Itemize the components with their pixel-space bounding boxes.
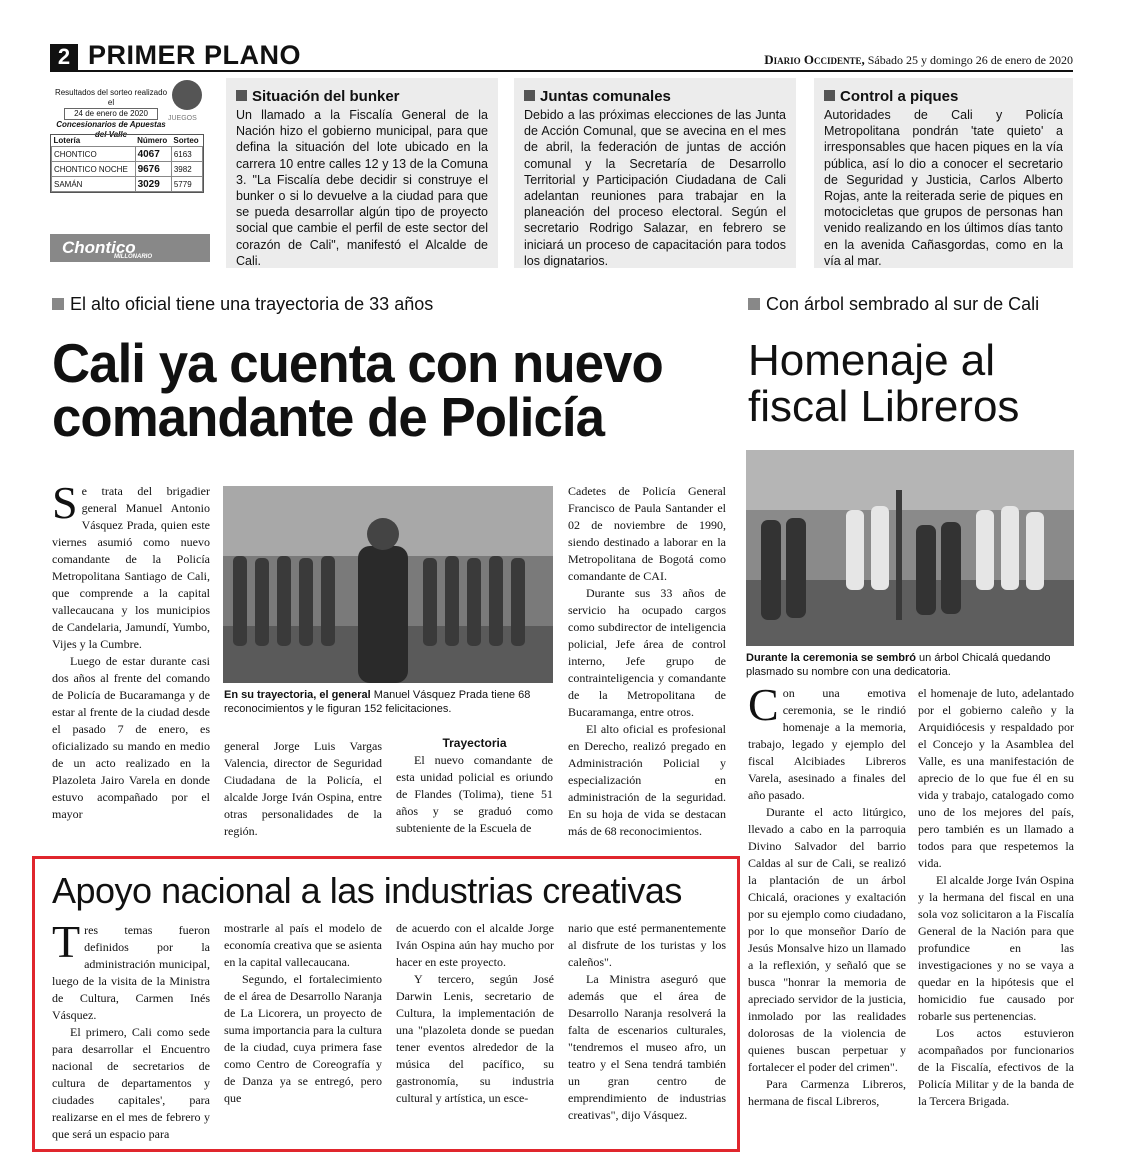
- table-row: [52, 162, 203, 177]
- lottery-name: CHONTICO: [52, 147, 136, 162]
- brief-bunker: [226, 78, 498, 268]
- story2-col1: [748, 679, 906, 1110]
- chontico-logo: Chontico: [62, 238, 136, 257]
- paragraph: nario que esté permanentemente al disfrute de los turistas y los caleños".: [568, 921, 726, 969]
- lottery-caption: [52, 88, 170, 140]
- square-bullet-icon: [824, 90, 835, 101]
- kicker-story2: [748, 294, 1039, 315]
- brief-title-text: Situación del bunker: [252, 88, 400, 105]
- photo-illustration: [223, 486, 553, 683]
- paragraph: El alcalde Jorge Iván Ospina y la hermana del fiscal en una sola voz solicitaron a la Fiscalía General de la Nación para que profundice en las investigaciones y no se vaya a quedar en la hipótesis que el homicidio fue causado por robarle sus pertenencias.: [918, 873, 1074, 1023]
- lottery-date: 24 de enero de 2020: [64, 108, 158, 120]
- brief-title: [824, 88, 1063, 105]
- paper-name: Diario Occidente,: [764, 52, 865, 67]
- lottery-draw: 5779: [171, 177, 202, 192]
- caption-bold: En su trayectoria, el general: [224, 689, 371, 701]
- police-ceremony-photo: [223, 486, 553, 683]
- brief-title-text: Juntas comunales: [540, 88, 671, 105]
- page-header: [50, 42, 1073, 72]
- paragraph: de acuerdo con el alcalde Jorge Iván Ospina aún hay mucho por hacer en este proyecto.: [396, 921, 554, 969]
- table-row: [52, 177, 203, 192]
- kicker-text: El alto oficial tiene una trayectoria de 33 años: [70, 294, 434, 314]
- paragraph: El primero, Cali como sede para desarrollar el Encuentro nacional de secretarios de cultura de departamentos y ciudades capitales', para realizarse en el mes de febrero y que será un espacio para: [52, 1025, 210, 1141]
- lottery-name: SAMÁN: [52, 177, 136, 192]
- story1-col3: [396, 736, 553, 837]
- square-bullet-icon: [524, 90, 535, 101]
- brief-text: Un llamado a la Fiscalía General de la Nación hizo el gobierno municipal, para que defina la situación del lote ubicado en la carrera 10 entre calles 12 y 13 de la Comuna 3. "La Fiscalía debe decidir si construye el bunker o si lo devuelve a la ciudad para que se pueda desarrollar algún tipo de proyecto social que cambie el perfil de este sector del corazón de Cali", manifestó el Alcalde de Cali.: [236, 108, 488, 268]
- drop-cap: T: [52, 916, 81, 967]
- photo-illustration: [746, 450, 1074, 646]
- paragraph: el homenaje de luto, adelantado por el gobierno caleño y la Arquidiócesis y respaldado por el Concejo y la Asamblea del Valle, es una manifestación de aprecio de lo que fue él en su vida y trabajo, catalogado como uno de los mejores del país, pero también es un llamado a todos para que respetemos la vida.: [918, 686, 1074, 870]
- paragraph: Para Carmenza Libreros, hermana de fiscal Libreros,: [748, 1077, 906, 1108]
- lottery-table: [50, 134, 204, 193]
- paragraph: Y tercero, según José Darwin Lenis, secretario de Cultura, la implementación de una "plazoleta donde se puedan tener eventos alrededor de la música del pacífico, su gastronomía, su industria cultural y artística, un esce-: [396, 972, 554, 1105]
- lottery-results: [50, 78, 210, 268]
- drop-cap: S: [52, 477, 78, 528]
- brief-text: Debido a las próximas elecciones de las Junta de Acción Comunal, que se avecina en el mes de abril, la federación de juntas de acción comunal y la Secretaría de Desarrollo Territorial y Participación Ciudadana de Cali adelantan reuniones para trabajar en la planeación del proceso electoral. Según el secretario Rodrigo Salazar, en febrero se iniciará un proceso de capacitación para todos los dignatarios.: [524, 108, 786, 268]
- page-number: 2: [50, 44, 78, 70]
- paragraph: on una emotiva ceremonia, se le rindió homenaje a la memoria, trabajo, legado y ejemplo del fiscal Alcibiades Libreros Varela, asesinado a finales del año pasado.: [748, 686, 906, 802]
- paragraph: Luego de estar durante casi dos años al frente del comando de Policía de Bucaramanga y de estar al frente de la ciudad desde el pasado 7 de enero, es oficializado su mando en medio de un acto realizado en la Plazoleta Jairo Varela en donde estuvo acompañado por el mayor: [52, 654, 210, 821]
- kicker-text: Con árbol sembrado al sur de Cali: [766, 294, 1040, 314]
- paragraph: mostrarle al país el modelo de economía creativa que se asienta en la capital vallecaucana.: [224, 921, 382, 969]
- tree-ceremony-photo: [746, 450, 1074, 646]
- kicker-story1: [52, 294, 433, 315]
- story1-col2: [224, 738, 382, 840]
- story3-col4: [568, 920, 726, 1124]
- paragraph: El nuevo comandante de esta unidad policial es oriundo de Flandes (Tolima), tiene 51 años y se graduó como subteniente de la Escuela de: [396, 753, 553, 835]
- paragraph: La Ministra aseguró que además que el área de Desarrollo Naranja resolverá la falta de escenarios culturales, "tendremos el museo afro, un teatro y el Sena tendrá también un gran centro de emprendimiento de industrias creativas", dijo Vásquez.: [568, 972, 726, 1122]
- lottery-number: 9676: [135, 162, 171, 177]
- paragraph: Los actos estuvieron acompañados por funcionarios de la Fiscalía, efectivos de la Policía Militar y de la banda de la Tercera Brigada.: [918, 1026, 1074, 1108]
- juegos-logo-text: JUEGOS: [168, 115, 197, 122]
- story1-col1: [52, 477, 210, 823]
- photo-caption: [746, 651, 1076, 679]
- brief-title-text: Control a piques: [840, 88, 959, 105]
- top-strip: [50, 78, 1073, 268]
- chontico-banner: [50, 234, 210, 262]
- story2-col2: [918, 685, 1074, 1110]
- photo-caption: [224, 688, 554, 716]
- dateline: [764, 52, 1073, 68]
- lottery-number: 4067: [135, 147, 171, 162]
- lottery-name: CHONTICO NOCHE: [52, 162, 136, 177]
- brief-title: [236, 88, 488, 105]
- col-header: Lotería: [53, 136, 81, 145]
- square-bullet-icon: [52, 298, 64, 310]
- headline-story3: Apoyo nacional a las industrias creativas: [52, 870, 682, 911]
- section-title: PRIMER PLANO: [88, 40, 302, 70]
- paragraph: general Jorge Luis Vargas Valencia, director de Seguridad Ciudadana de la Policía, el alcalde Jorge Iván Ospina, entre otras personalidades de la región.: [224, 739, 382, 838]
- lottery-number: 3029: [135, 177, 171, 192]
- paragraph: res temas fueron definidos por la administración municipal, luego de la visita de la Ministra de Cultura, Carmen Inés Vásquez.: [52, 923, 210, 1022]
- square-bullet-icon: [748, 298, 760, 310]
- paragraph: Durante el acto litúrgico, llevado a cabo en la parroquia Divino Salvador del barrio Caldas al sur de Cali, se realizó la plantación de un árbol Chicalá, oraciones y exaltación por su ejemplo como ciudadano, por lo que monseñor Darío de Jesús Monsalve hizo un llamado a la reflexión, y señaló que se busca "honrar la memoria de apreciado servidor de la justicia, inmolado por las realidades dolorosas de la violencia de quienes buscan perpetuar y fortalecer el poder del crimen".: [748, 805, 906, 1074]
- paragraph: Durante sus 33 años de servicio ha ocupado cargos como subdirector de inteligencia policial, Jefe área de control interno, Jefe grupo de contrainteligencia y comandante de la Metropolitana de Bucaramanga, entre otros.: [568, 586, 726, 719]
- lottery-header-row: [52, 135, 203, 147]
- caption-bold: Durante la ceremonia se sembró: [746, 652, 916, 664]
- lottery-caption-line3: Concesionarios de Apuestas del Valle: [56, 120, 166, 139]
- chontico-sub: MILLONARIO: [114, 254, 152, 260]
- story3-col3: [396, 920, 554, 1107]
- juegos-logo-icon: [172, 80, 202, 110]
- caption-text: Manuel Vásquez Prada tiene 68 reconocimientos y le figuran 152 felicitaciones.: [224, 689, 531, 715]
- story1-col4: [568, 483, 726, 840]
- lottery-draw: 6163: [171, 147, 202, 162]
- issue-date: Sábado 25 y domingo 26 de enero de 2020: [867, 53, 1073, 67]
- col-header: Número: [137, 136, 168, 145]
- headline-story2: Homenaje al fiscal Libreros: [748, 336, 1020, 431]
- brief-title: [524, 88, 786, 105]
- lottery-caption-line1: Resultados del sorteo realizado el: [54, 88, 168, 107]
- brief-piques: [814, 78, 1073, 268]
- story3-col2: [224, 920, 382, 1107]
- brief-juntas: [514, 78, 796, 268]
- lottery-draw: 3982: [171, 162, 202, 177]
- story3-col1: [52, 916, 210, 1143]
- square-bullet-icon: [236, 90, 247, 101]
- headline-story1: Cali ya cuenta con nuevo comandante de Policía: [52, 332, 663, 448]
- paragraph: Segundo, el fortalecimiento de el área de Desarrollo Naranja de La Licorera, un proyecto de suma importancia para la cultura de la ciudad, cuya primera fase como Centro de Coreografía y de Danza ya se entregó, pero que: [224, 972, 382, 1105]
- caption-text: un árbol Chicalá quedando plasmado su nombre con una dedicatoria.: [746, 652, 1051, 678]
- brief-text: Autoridades de Cali y Policía Metropolitana pondrán 'tate quieto' a irresponsables que hacen piques en la vía pública, así lo dio a conocer el secretario de Seguridad y Justicia, Carlos Alberto Rojas, ante la reiterada serie de piques en motocicletas que grupos de personas han venido realizando en los últimos días tanto en la avenida Cañasgordas, como en la vía al mar.: [824, 108, 1063, 268]
- paragraph: e trata del brigadier general Manuel Antonio Vásquez Prada, quien este viernes asumió como nuevo comandante de la Policía Metropolitana Santiago de Cali, que comprende a la capital vallecaucana y los municipios de Candelaria, Jamundí, Yumbo, Vijes y la Cumbre.: [52, 484, 210, 651]
- paragraph: Cadetes de Policía General Francisco de Paula Santander el 02 de noviembre de 1990, siendo destinado a laborar en la Metropolitana de Bogotá como comandante de CAI.: [568, 484, 726, 583]
- table-row: [52, 147, 203, 162]
- paragraph: El alto oficial es profesional en Derecho, realizó pregado en Administración Policial y especialización en administración de la seguridad. En su hoja de vida se destacan más de 68 reconocimientos.: [568, 722, 726, 838]
- subhead-trayectoria: Trayectoria: [442, 736, 507, 750]
- drop-cap: C: [748, 679, 779, 730]
- col-header: Sorteo: [173, 136, 199, 145]
